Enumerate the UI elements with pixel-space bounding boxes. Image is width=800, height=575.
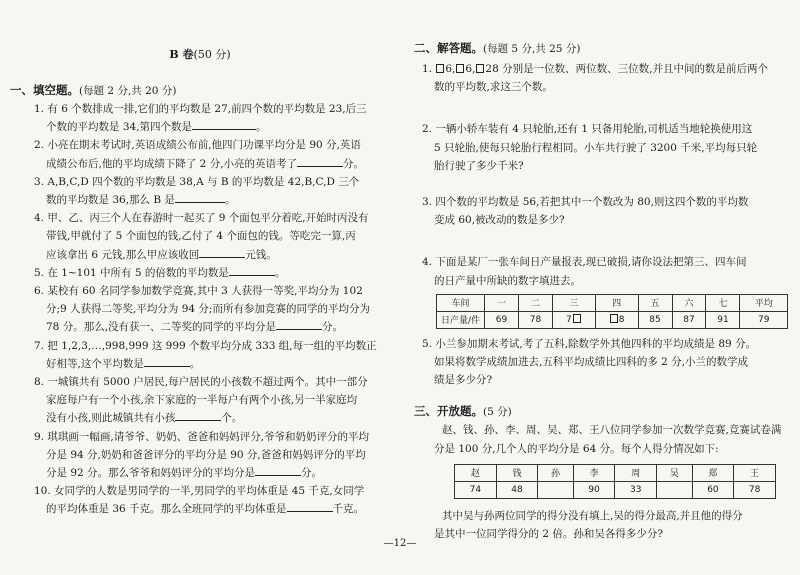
q-text: 没有小孩,则此城镇共有小孩: [46, 412, 176, 425]
answer-blank[interactable]: [175, 191, 225, 203]
q-text: 5. 小兰参加期末考试,考了五科,除数学外其他四科的平均成绩是 89 分。: [422, 337, 757, 350]
table-header-cell: 二: [518, 294, 552, 311]
table-cell: 90: [573, 481, 615, 498]
open-question-tail: [414, 507, 794, 543]
q-text: 8. 一城镇共有 5000 户居民,每户居民的小孩数不超过两个。其中一部分: [34, 376, 368, 389]
q-text: 6. 某校有 60 名同学参加数学竞赛,其中 3 人获得一等奖,平均分为 102: [34, 285, 363, 298]
answer-blank[interactable]: [144, 355, 190, 367]
table-header-cell: 孙: [538, 464, 573, 481]
table-cell-missing[interactable]: [552, 311, 595, 328]
q-text: 分是 94 分,奶奶和爸爸评分的平均分是 90 分,爸爸和妈妈评分的平均: [46, 448, 366, 461]
table-header-cell: 六: [672, 294, 706, 311]
table-header-row: [437, 294, 788, 311]
q-text: 数的平均数是 36,那么 B 是: [46, 194, 175, 207]
section-title: 一、填空题。: [10, 83, 79, 97]
answer-question-2: [414, 120, 794, 175]
q-text: 分是 92 分。那么爷爷和妈妈评分的平均分是: [46, 467, 256, 480]
page-number: —12—: [383, 538, 417, 549]
table-header-cell: 李: [573, 464, 615, 481]
section-title: 三、开放题。: [414, 404, 483, 419]
section-note: (每题 2 分,共 20 分): [79, 85, 177, 97]
q-text: 个数的平均数是 34,第四个数是: [46, 121, 193, 134]
table-header-cell: 郑: [692, 464, 734, 481]
answer-question-3: [414, 193, 794, 229]
q-text: 4. 下面是某厂一张车间日产量报表,现已破损,请你设法把第三、四车间: [422, 256, 747, 269]
q-text: 其中吴与孙两位同学的得分没有填上,吴的得分最高,并且他的得分: [442, 509, 743, 522]
digit-box[interactable]: [456, 64, 464, 73]
question-6: [10, 282, 402, 337]
left-column: [10, 82, 402, 519]
digit-box[interactable]: [476, 64, 484, 73]
q-text: 变成 60,被改动的数是多少?: [434, 214, 565, 227]
q-text: 绩是多少分?: [434, 374, 493, 387]
q-text: 9. 琪琪画一幅画,请爷爷、奶奶、爸爸和妈妈评分,爷爷和奶奶评分的平均: [34, 430, 370, 443]
q-text: 6: [445, 63, 453, 75]
question-9: [10, 428, 402, 483]
q-text: 个。: [221, 412, 243, 425]
q-text: 。: [274, 266, 286, 279]
production-table: [436, 294, 788, 329]
table-cell: 78: [518, 311, 552, 328]
table-header-cell: 一: [485, 294, 519, 311]
q-text: 分是 100 分,几个人的平均分是 64 分。每个人得分情况如下:: [434, 442, 719, 455]
table-cell: 87: [672, 311, 706, 328]
table-header-cell: 周: [615, 464, 657, 481]
answer-blank[interactable]: [255, 464, 301, 476]
q-text: 。: [224, 194, 236, 207]
title-main: B 卷: [169, 48, 194, 61]
title-sub: (50 分): [193, 48, 231, 61]
table-header-cell: 王: [734, 464, 776, 481]
answer-question-1: 1. 6, 6, 28 分别是一位数、两位数、三位数,并且中间的数是前后两个 数的平均数,求这三个数。: [422, 63, 768, 94]
q-text: 。: [189, 357, 201, 370]
question-10: [10, 482, 402, 518]
section-answer-heading: [414, 40, 794, 56]
q-text: 家庭每户有一个小孩,余下家庭的一半每户有两个小孩,另一半家庭均: [46, 394, 358, 407]
q-text: 3. 四个数的平均数是 56,若把其中一个数改为 80,则这四个数的平均数: [422, 196, 749, 209]
cell-digit: 8: [618, 315, 625, 326]
q-text: 10. 女同学的人数是男同学的一半,男同学的平均体重是 45 千克,女同学: [34, 485, 365, 498]
question-8: [10, 373, 402, 428]
table-header-cell: 五: [638, 294, 672, 311]
score-table: [454, 464, 776, 499]
question-3: [10, 173, 402, 209]
answer-question-5: [414, 335, 794, 390]
table-header-cell: 四: [595, 294, 638, 311]
question-1: [10, 100, 402, 136]
question-7: [10, 337, 402, 373]
table-cell: 91: [706, 311, 740, 328]
table-cell: 33: [615, 481, 657, 498]
table-cell: 48: [496, 481, 538, 498]
q-text: 78 分。那么,没有获一、二等奖的同学的平均分是: [46, 321, 277, 334]
table-cell-empty[interactable]: [538, 481, 573, 498]
q-text: 分。: [301, 467, 323, 480]
q-text: 5 只轮胎,使每只轮胎行程相同。小车共行驶了 3200 千米,平均每只轮: [434, 141, 758, 154]
digit-box[interactable]: [573, 314, 581, 323]
table-row: [455, 481, 776, 498]
section-note: (每题 5 分,共 25 分): [483, 43, 581, 55]
q-text: 2. 小亮在期末考试时,英语成绩公布前,他四门功课平均分是 90 分,英语: [34, 139, 361, 152]
q-text: 1.: [422, 63, 436, 75]
table-cell-missing[interactable]: [595, 311, 638, 328]
answer-blank[interactable]: [276, 318, 322, 330]
table-header-cell: 平均: [740, 294, 788, 311]
table-cell: 85: [638, 311, 672, 328]
q-text: 。: [256, 121, 267, 134]
cell-digit: 7: [565, 315, 572, 326]
section-note: (5 分): [483, 406, 512, 419]
table-header-row: [455, 464, 776, 481]
q-text: 如果将数学成绩加进去,五科平均成绩比四科的多 2 分,小兰的数学成: [434, 356, 749, 369]
question-5: [10, 264, 402, 282]
q-text: 2. 一辆小轿车装有 4 只轮胎,还有 1 只备用轮胎,司机适当地轮换使用这: [422, 123, 753, 136]
q-text: 成绩公布后,他的平均成绩下降了 2 分,小亮的英语考了: [46, 157, 298, 170]
q-text: 带钱,甲就付了 5 个面包的钱,乙付了 4 个面包的钱。等吃完一算,丙: [46, 230, 356, 243]
q-text: 28 分别是一位数、两位数、三位数,并且中间的数是前后两个: [485, 63, 768, 75]
q-text: 是其中一位同学得分的 2 倍。孙和吴各得多少分?: [434, 528, 663, 541]
q-text: 赵、钱、孙、李、周、吴、郑、王八位同学参加一次数学竞赛,竞赛试卷满: [442, 424, 782, 437]
q-text: 元钱。: [245, 248, 277, 261]
digit-box[interactable]: [610, 314, 618, 323]
section-title: 二、解答题。: [414, 41, 483, 55]
q-text: 的日产量中所缺的数字填进去。: [434, 274, 581, 287]
table-cell: 78: [734, 481, 776, 498]
answer-blank[interactable]: [287, 500, 333, 512]
table-row: [437, 311, 788, 328]
table-cell-empty[interactable]: [657, 481, 692, 498]
answer-blank[interactable]: [175, 409, 221, 421]
q-text: 6,: [465, 63, 476, 75]
open-question-text: [414, 421, 794, 457]
answer-blank[interactable]: [297, 155, 343, 167]
answer-blank[interactable]: [229, 264, 275, 276]
table-header-cell: 车间: [437, 294, 485, 311]
question-4: [10, 209, 402, 264]
answer-question-4: [414, 253, 794, 289]
q-text: 1. 有 6 个数排成一排,它们的平均数是 27,前四个数的平均数是 23,后三: [34, 103, 367, 115]
q-text: 好相等,这个平均数是: [46, 357, 144, 370]
table-header-cell: 吴: [657, 464, 692, 481]
q-text: 7. 把 1,2,3,…,998,999 这 999 个数平均分成 333 组,每一组的平均数正: [34, 339, 377, 352]
q-text: 的平均体重是 36 千克。那么全班同学的平均体重是: [46, 503, 287, 516]
digit-box[interactable]: [436, 64, 444, 73]
table-cell: 74: [455, 481, 497, 498]
table-cell: 60: [692, 481, 734, 498]
table-header-cell: 赵: [455, 464, 497, 481]
q-text: 5. 在 1~101 中所有 5 的倍数的平均数是: [34, 266, 229, 279]
right-column: [414, 40, 794, 543]
q-text: 应该拿出 6 元钱,那么甲应该收回: [46, 248, 200, 261]
q-text: 分。: [343, 157, 365, 170]
table-header-cell: 钱: [496, 464, 538, 481]
q-text: 数的平均数,求这三个数。: [434, 81, 553, 94]
q-text: 胎行驶了多少千米?: [434, 159, 524, 172]
table-header-cell: 七: [706, 294, 740, 311]
table-cell: 69: [485, 311, 519, 328]
table-row-label: 日产量/件: [437, 311, 485, 328]
question-2: [10, 136, 402, 172]
q-text: 分。: [322, 321, 344, 334]
q-text: 4. 甲、乙、丙三个人在春游时一起买了 9 个面包平分着吃,开始时丙没有: [34, 212, 369, 225]
table-cell: 79: [740, 311, 788, 328]
answer-blank[interactable]: [199, 246, 245, 258]
section-open-heading: [414, 403, 794, 419]
q-text: 分;9 人获得二等奖,平均分为 94 分;而所有参加竞赛的同学的平均分为: [46, 303, 370, 316]
page-title: [0, 46, 400, 62]
section-fill-blank-heading: [10, 82, 402, 98]
answer-blank[interactable]: [192, 118, 256, 130]
q-text: 千克。: [332, 503, 365, 516]
q-text: 3. A,B,C,D 四个数的平均数是 38,A 与 B 的平均数是 42,B,C,D 三个: [34, 175, 360, 188]
table-header-cell: 三: [552, 294, 595, 311]
